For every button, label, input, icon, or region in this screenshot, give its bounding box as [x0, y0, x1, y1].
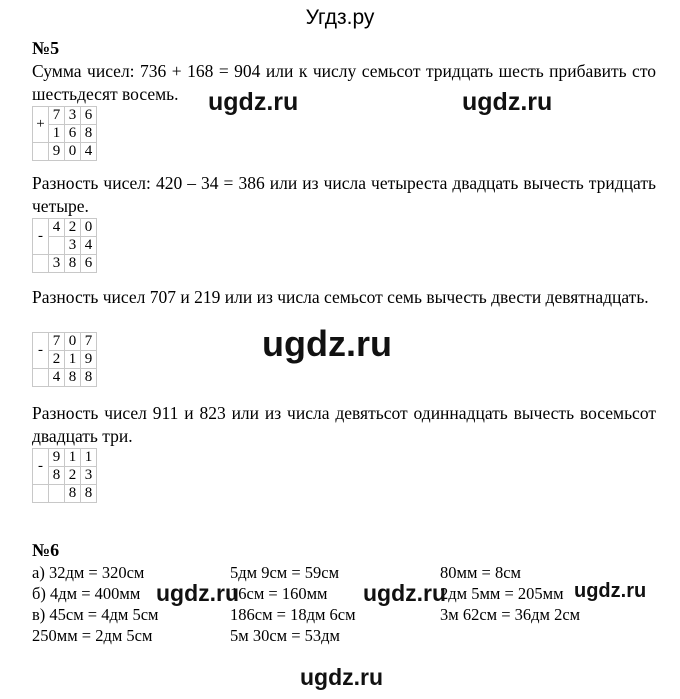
column-arithmetic [32, 332, 97, 387]
digit-cell: 7 [49, 107, 65, 125]
conversion-item: 80мм = 8см [440, 563, 521, 582]
digit-cell [49, 237, 65, 255]
conversion-item: 5дм 9см = 59см [230, 563, 340, 582]
digit-cell: 1 [81, 449, 97, 467]
watermark: ugdz.ru [262, 323, 392, 364]
digit-cell: 4 [81, 237, 97, 255]
task5-item-text: Разность чисел: 420 – 34 = 386 или из числа четыреста двадцать вычесть тридцать четыре. [32, 173, 656, 216]
conversion-item: б) 4дм = 400мм [32, 584, 141, 603]
task6-heading: №6 [32, 540, 60, 560]
digit-cell: 8 [81, 125, 97, 143]
watermark: ugdz.ru [462, 88, 553, 116]
digit-cell: 2 [65, 219, 81, 237]
operation-sign: - [33, 449, 49, 485]
column-arithmetic [32, 106, 97, 161]
digit-cell: 9 [49, 143, 65, 161]
digit-cell: 8 [81, 485, 97, 503]
digit-cell: 4 [49, 369, 65, 387]
digit-cell: 0 [81, 219, 97, 237]
empty-cell [33, 485, 49, 503]
digit-cell: 9 [49, 449, 65, 467]
operation-sign: + [33, 107, 49, 143]
conversion-item: а) 32дм = 320см [32, 563, 145, 582]
digit-cell: 4 [81, 143, 97, 161]
digit-cell: 0 [65, 333, 81, 351]
digit-cell [49, 485, 65, 503]
watermark: ugdz.ru [208, 88, 299, 116]
digit-cell: 8 [65, 485, 81, 503]
task5-item-text: Разность чисел 707 и 219 или из числа семьсот семь вычесть двести девятнадцать. [32, 287, 649, 307]
digit-cell: 1 [65, 449, 81, 467]
conversion-item: 2дм 5мм = 205мм [440, 584, 564, 603]
digit-cell: 3 [81, 467, 97, 485]
watermark: ugdz.ru [574, 580, 647, 602]
conversion-item: 3м 62см = 36дм 2см [440, 605, 581, 624]
empty-cell [33, 143, 49, 161]
operation-sign: - [33, 219, 49, 255]
digit-cell: 2 [65, 467, 81, 485]
site-title[interactable]: Угдз.ру [305, 6, 375, 29]
column-arithmetic [32, 218, 97, 273]
digit-cell: 4 [49, 219, 65, 237]
task5-heading: №5 [32, 38, 60, 58]
digit-cell: 3 [65, 237, 81, 255]
digit-cell: 8 [81, 369, 97, 387]
digit-cell: 8 [65, 255, 81, 273]
task5-item-text: Сумма чисел: 736 + 168 = 904 или к числу семьсот тридцать шесть прибавить сто шестьдесят восемь. [32, 61, 656, 104]
conversion-item: в) 45см = 4дм 5см [32, 605, 159, 624]
conversion-item: 16см = 160мм [230, 584, 328, 603]
watermark: ugdz.ru [156, 580, 240, 606]
digit-cell: 1 [65, 351, 81, 369]
conversion-item: 5м 30см = 53дм [230, 626, 340, 645]
digit-cell: 2 [49, 351, 65, 369]
digit-cell: 7 [49, 333, 65, 351]
digit-cell: 9 [81, 351, 97, 369]
digit-cell: 8 [65, 369, 81, 387]
empty-cell [33, 255, 49, 273]
task5-item-text: Разность чисел 911 и 823 или из числа девятьсот одиннадцать вычесть восемьсот двадцать три. [32, 403, 656, 446]
digit-cell: 3 [49, 255, 65, 273]
watermark: ugdz.ru [363, 580, 447, 606]
digit-cell: 6 [81, 107, 97, 125]
digit-cell: 1 [49, 125, 65, 143]
digit-cell: 8 [49, 467, 65, 485]
digit-cell: 6 [65, 125, 81, 143]
digit-cell: 6 [81, 255, 97, 273]
empty-cell [33, 369, 49, 387]
conversion-item: 186см = 18дм 6см [230, 605, 356, 624]
watermark: ugdz.ru [300, 664, 384, 690]
digit-cell: 0 [65, 143, 81, 161]
conversion-item: 250мм = 2дм 5см [32, 626, 153, 645]
operation-sign: - [33, 333, 49, 369]
column-arithmetic [32, 448, 97, 503]
digit-cell: 3 [65, 107, 81, 125]
digit-cell: 7 [81, 333, 97, 351]
